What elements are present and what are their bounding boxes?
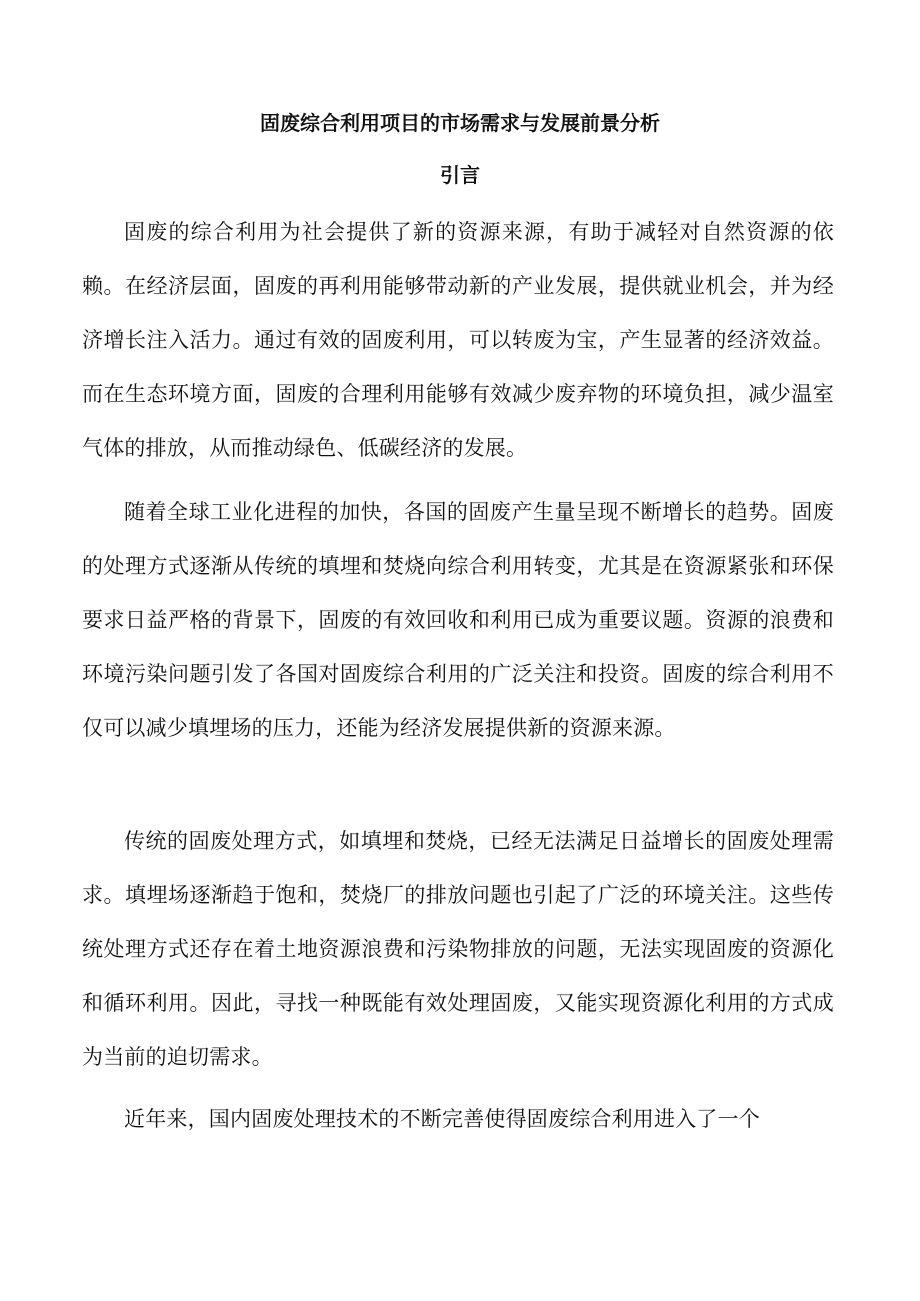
paragraph-1: 固废的综合利用为社会提供了新的资源来源，有助于减轻对自然资源的依赖。在经济层面，固废的再利用能够带动新的产业发展，提供就业机会，并为经济增长注入活力。通过有效的固废利用，可以转废为宝，产生显著的经济效益。而在生态环境方面，固废的合理利用能够有效减少废弃物的环境负担，减少温室气体的排放，从而推动绿色、低碳经济的发展。: [82, 220, 834, 460]
document-title: 固废综合利用项目的市场需求与发展前景分析: [260, 111, 660, 135]
paragraph-3: 传统的固废处理方式，如填埋和焚烧，已经无法满足日益增长的固废处理需求。填埋场逐渐趋于饱和，焚烧厂的排放问题也引起了广泛的环境关注。这些传统处理方式还存在着土地资源浪费和污染物排放的问题，无法实现固废的资源化和循环利用。因此，寻找一种既能有效处理固废，又能实现资源化利用的方式成为当前的迫切需求。: [82, 829, 834, 1069]
paragraph-2: 随着全球工业化进程的加快，各国的固废产生量呈现不断增长的趋势。固废的处理方式逐渐从传统的填埋和焚烧向综合利用转变，尤其是在资源紧张和环保要求日益严格的背景下，固废的有效回收和利用已成为重要议题。资源的浪费和环境污染问题引发了各国对固废综合利用的广泛关注和投资。固废的综合利用不仅可以减少填埋场的压力，还能为经济发展提供新的资源来源。: [82, 500, 834, 740]
section-heading-introduction: 引言: [440, 163, 480, 187]
paragraph-4: 近年来，国内固废处理技术的不断完善使得固废综合利用进入了一个: [124, 1107, 760, 1131]
